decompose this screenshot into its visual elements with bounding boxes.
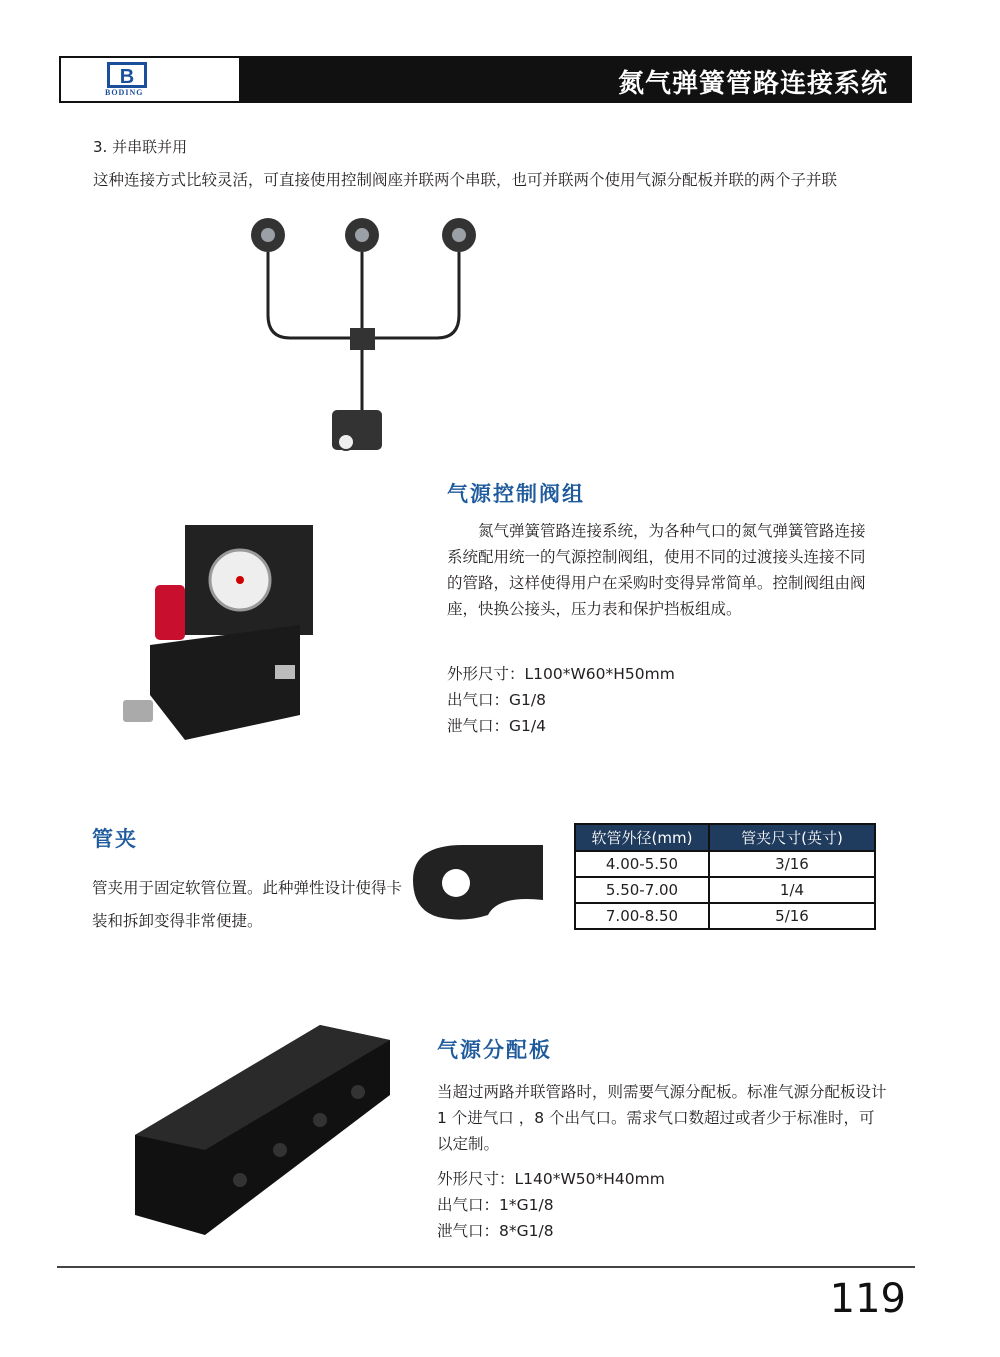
- distribution-plate-image: [130, 1020, 400, 1250]
- table-cell: 4.00-5.50: [575, 851, 709, 877]
- table-header-row: [575, 824, 875, 851]
- page-title: 氮气弹簧管路连接系统: [617, 69, 888, 99]
- intro-text: 这种连接方式比较灵活，可直接使用控制阀座并联两个串联，也可并联两个使用气源分配板并联的两个子并联: [93, 171, 838, 189]
- table-row: [575, 903, 875, 929]
- hose-clamp-image: [408, 835, 550, 925]
- brand-text: BODING: [105, 88, 144, 97]
- valve-description: 氮气弹簧管路连接系统，为各种气口的氮气弹簧管路连接系统配用统一的气源控制阀组，使用不同的过渡接头连接不同的管路，这样使得用户在采购时变得异常简单。控制阀组由阀座，快换公接头，压力表和保护挡板组成。: [447, 522, 866, 618]
- piping-diagram-image: [240, 210, 500, 460]
- valve-spec-size: 外形尺寸：L100*W60*H50mm: [447, 665, 675, 683]
- table-cell: 5.50-7.00: [575, 877, 709, 903]
- table-row: [575, 877, 875, 903]
- plate-spec-outlet: 出气口：1*G1/8: [437, 1196, 554, 1214]
- table-header-hose-diameter: 软管外径(mm): [575, 824, 709, 851]
- table-header-clamp-size: 管夹尺寸(英寸): [709, 824, 875, 851]
- table-cell: 7.00-8.50: [575, 903, 709, 929]
- clamp-heading: 管夹: [92, 827, 138, 851]
- page-header: [59, 56, 912, 103]
- table-cell: 5/16: [709, 903, 875, 929]
- valve-spec-vent: 泄气口：G1/4: [447, 717, 546, 735]
- plate-spec-vent: 泄气口：8*G1/8: [437, 1222, 554, 1240]
- table-row: [575, 851, 875, 877]
- section-heading: 3. 并串联并用: [93, 138, 188, 156]
- table-cell: 1/4: [709, 877, 875, 903]
- valve-spec-outlet: 出气口：G1/8: [447, 691, 546, 709]
- boding-logo-icon: [107, 62, 147, 88]
- plate-description: 当超过两路并联管路时，则需要气源分配板。标准气源分配板设计 1 个进气口 ，8 个出气口。需求气口数超过或者少于标准时，可以定制。: [437, 1083, 887, 1153]
- valve-heading: 气源控制阀组: [447, 482, 585, 506]
- svg-text:B: B: [119, 66, 135, 88]
- footer-divider: [57, 1266, 915, 1268]
- clamp-description: 管夹用于固定软管位置。此种弹性设计使得卡装和拆卸变得非常便捷。: [92, 879, 403, 930]
- page-number: 119: [829, 1276, 906, 1322]
- valve-group-image: [115, 515, 335, 745]
- plate-spec-size: 外形尺寸：L140*W50*H40mm: [437, 1170, 665, 1188]
- plate-heading: 气源分配板: [437, 1038, 552, 1062]
- clamp-size-table: [574, 823, 876, 930]
- logo: [61, 58, 239, 101]
- table-cell: 3/16: [709, 851, 875, 877]
